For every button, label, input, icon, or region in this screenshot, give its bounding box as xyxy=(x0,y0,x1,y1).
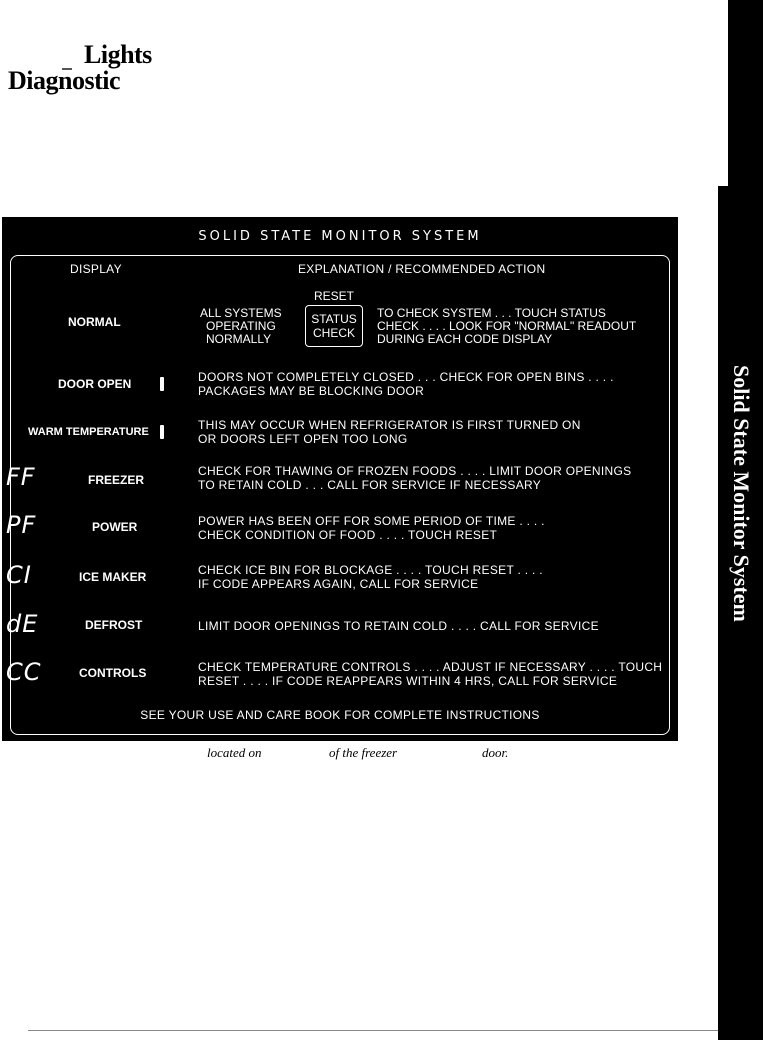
freezer-text: CHECK FOR THAWING OF FROZEN FOODS . . . . LIMIT DOOR OPENINGS TO RETAIN COLD . . . CALL FOR SERVICE IF NECESSARY xyxy=(198,464,632,492)
column-display-header: DISPLAY xyxy=(70,262,122,276)
power-label: POWER xyxy=(92,520,138,534)
warm-temperature-text: THIS MAY OCCUR WHEN REFRIGERATOR IS FIRST TURNED ON OR DOORS LEFT OPEN TOO LONG xyxy=(198,418,581,446)
defrost-text: LIMIT DOOR OPENINGS TO RETAIN COLD . . . . CALL FOR SERVICE xyxy=(198,619,599,633)
caption-part-2: of the freezer xyxy=(329,745,398,760)
normal-left-text: ALL SYSTEMS OPERATING NORMALLY xyxy=(200,306,282,346)
code-pf: PF xyxy=(6,511,37,539)
power-text: POWER HAS BEEN OFF FOR SOME PERIOD OF TIME . . . . CHECK CONDITION OF FOOD . . . . TOUCH RESET xyxy=(198,514,545,542)
code-cc: CC xyxy=(6,658,42,686)
warm-temperature-indicator xyxy=(160,425,164,439)
warm-temperature-label: WARM TEMPERATURE xyxy=(28,426,149,438)
controls-label: CONTROLS xyxy=(79,666,147,680)
freezer-label: FREEZER xyxy=(88,473,145,487)
side-tab-top xyxy=(728,0,763,186)
door-open-label: DOOR OPEN xyxy=(58,377,132,391)
ice-maker-text: CHECK ICE BIN FOR BLOCKAGE . . . . TOUCH RESET . . . . IF CODE APPEARS AGAIN, CALL FOR SERVICE xyxy=(198,563,543,591)
normal-right-text: TO CHECK SYSTEM . . . TOUCH STATUS CHECK . . . . LOOK FOR "NORMAL" READOUT DURING EACH CODE DISPLAY xyxy=(377,306,637,346)
caption-part-1: located on xyxy=(207,745,262,760)
reset-label: RESET xyxy=(314,289,355,303)
heading-lights: Lights xyxy=(84,40,152,69)
heading-diagnostic: Diagnostic xyxy=(8,66,120,95)
code-de: dE xyxy=(6,610,39,638)
caption-part-3: door. xyxy=(482,745,509,760)
door-open-text: DOORS NOT COMPLETELY CLOSED . . . CHECK FOR OPEN BINS . . . . PACKAGES MAY BE BLOCKING DOOR xyxy=(198,370,614,398)
code-ci: CI xyxy=(6,561,32,589)
normal-label: NORMAL xyxy=(68,315,121,329)
door-open-indicator xyxy=(160,377,164,391)
panel-title: SOLID STATE MONITOR SYSTEM xyxy=(198,229,482,244)
code-ff: FF xyxy=(6,463,36,491)
monitor-panel xyxy=(2,217,678,741)
side-title: Solid State Monitor System xyxy=(729,365,754,622)
ice-maker-label: ICE MAKER xyxy=(79,570,147,584)
column-explanation-header: EXPLANATION / RECOMMENDED ACTION xyxy=(298,262,546,276)
bottom-rule xyxy=(28,1030,718,1031)
controls-text: CHECK TEMPERATURE CONTROLS . . . . ADJUST IF NECESSARY . . . . TOUCH RESET . . . . IF CODE REAPPEARS WITHIN 4 HRS, CALL FOR SERVICE xyxy=(198,660,663,688)
defrost-label: DEFROST xyxy=(85,618,143,632)
status-check-button: STATUS CHECK xyxy=(305,305,363,347)
panel-footer: SEE YOUR USE AND CARE BOOK FOR COMPLETE INSTRUCTIONS xyxy=(140,708,540,722)
